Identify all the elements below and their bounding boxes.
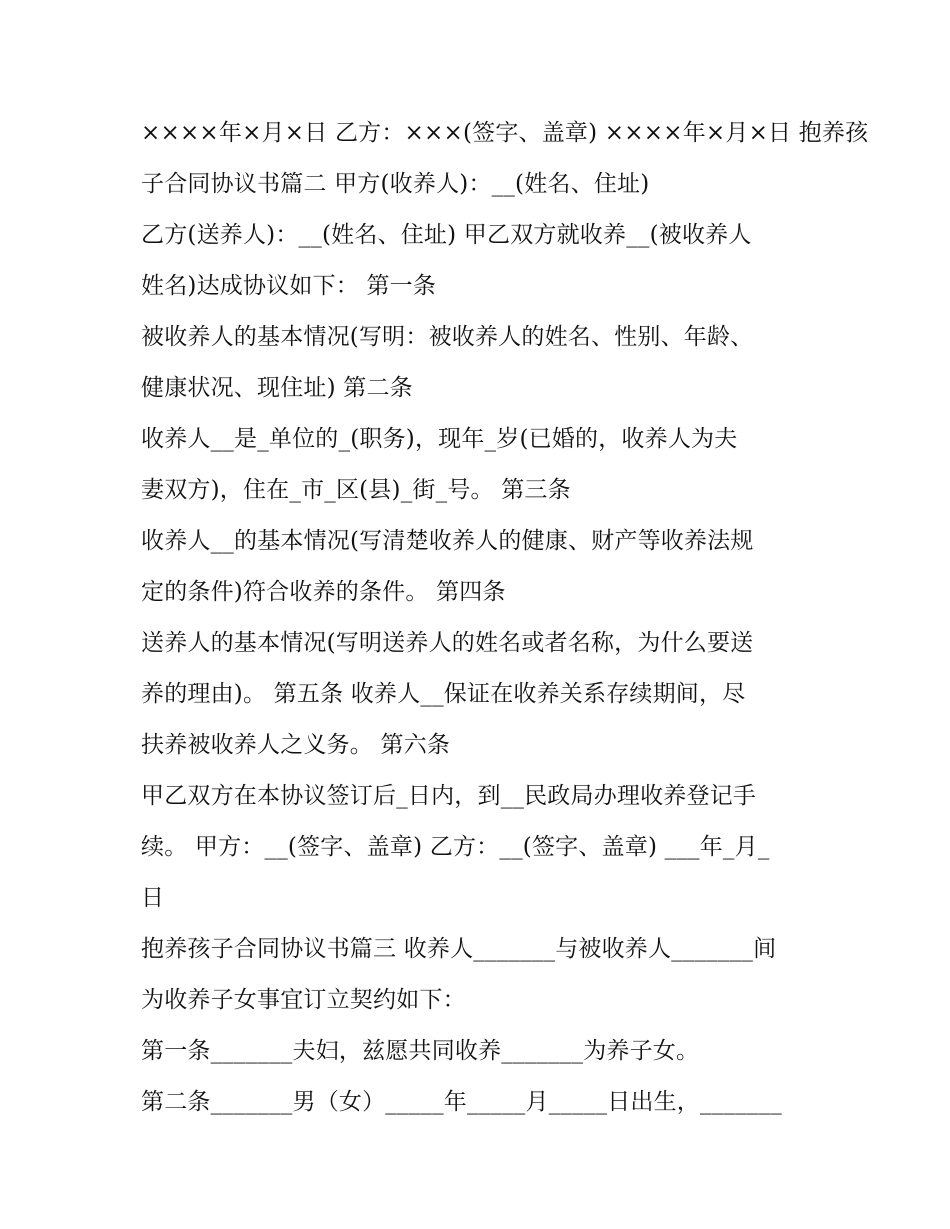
text-line: 被收养人的基本情况(写明：被收养人的姓名、性别、年龄、 [141,324,754,350]
text-line: 妻双方)，住在_市_区(县)_街_号。 第三条 [141,477,571,503]
text-line: 第二条_______男（女）_____年_____月_____日出生，_______ [141,1089,782,1115]
text-line: ××××年×月×日 乙方：×××(签字、盖章) ××××年×月×日 抱养孩 [141,120,869,146]
text-line: 收养人__的基本情况(写清楚收养人的健康、财产等收养法规 [141,528,754,554]
text-line: 收养人__是_单位的_(职务)，现年_岁(已婚的，收养人为夫 [141,426,738,452]
text-line: 日 [141,885,165,911]
text-line: 抱养孩子合同协议书篇三 收养人_______与被收养人_______间 [141,936,777,962]
text-line: 子合同协议书篇二 甲方(收养人)：__(姓名、住址) [141,171,650,197]
text-line: 健康状况、现住址) 第二条 [141,375,413,401]
text-line: 续。 甲方：__(签字、盖章) 乙方：__(签字、盖章) ___年_月_ [141,834,770,860]
document-body [141,108,869,1128]
text-line: 甲乙双方在本协议签订后_日内，到__民政局办理收养登记手 [141,783,757,809]
text-line: 乙方(送养人)：__(姓名、住址) 甲乙双方就收养__(被收养人 [141,222,752,248]
text-line: 姓名)达成协议如下： 第一条 [141,273,437,299]
text-line: 为收养子女事宜订立契约如下： [141,987,466,1013]
text-line: 定的条件)符合收养的条件。 第四条 [141,579,506,605]
text-line: 扶养被收养人之义务。 第六条 [141,732,451,758]
text-line: 送养人的基本情况(写明送养人的姓名或者名称，为什么要送 [141,630,754,656]
text-line: 养的理由)。 第五条 收养人__保证在收养关系存续期间，尽 [141,681,746,707]
text-line: 第一条_______夫妇，兹愿共同收养_______为养子女。 [141,1038,700,1064]
